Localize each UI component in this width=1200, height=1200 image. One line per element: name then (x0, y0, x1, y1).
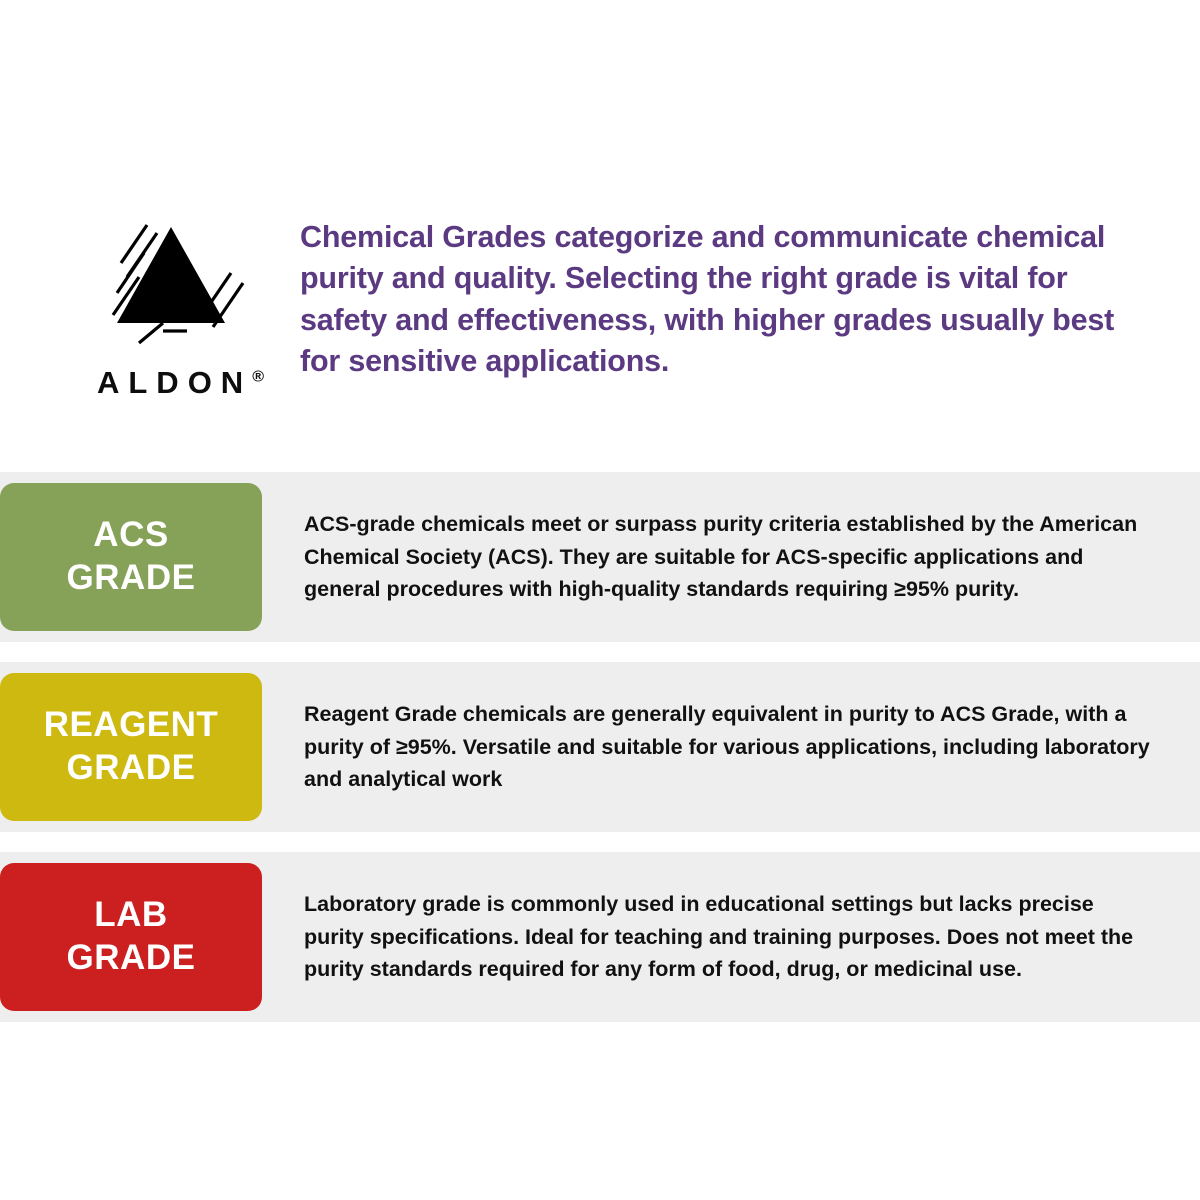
grade-badge-reagent-line2: GRADE (66, 748, 196, 787)
grade-badge-acs-line1: ACS (93, 515, 169, 555)
grade-badge-acs (0, 483, 262, 631)
grade-description-reagent: Reagent Grade chemicals are generally equivalent in purity to ACS Grade, with a purity of ≥95%. Versatile and suitable for various applications, including laboratory and analytical work (304, 701, 1150, 792)
brand-logo (0, 205, 300, 401)
brand-wordmark (91, 365, 264, 401)
grade-description-acs: ACS-grade chemicals meet or surpass purity criteria established by the American Chemical Society (ACS). They are suitable for ACS-specific applications and general procedures with high-quality standards requiring ≥95% purity. (304, 511, 1138, 602)
intro-paragraph: Chemical Grades categorize and communicate chemical purity and quality. Selecting the right grade is vital for safety and effectiveness, with higher grades usually best for sensitive applications. (300, 220, 1115, 379)
grade-badge-reagent (0, 673, 262, 821)
grade-badge-reagent-line1: REAGENT (43, 705, 219, 745)
brand-name: ALDON (96, 365, 253, 400)
grade-row-reagent (0, 662, 1200, 832)
grade-row-lab (0, 852, 1200, 1022)
grade-description-lab: Laboratory grade is commonly used in educational settings but lacks precise purity specifications. Ideal for teaching and training purposes. Does not meet the purity standards required for any form of food, drug, or medicinal use. (304, 891, 1134, 982)
grade-row-acs (0, 472, 1200, 642)
header (0, 205, 1200, 460)
grade-badge-acs-line2: GRADE (66, 558, 196, 597)
triangle-speed-lines-logo-icon (103, 205, 253, 355)
registered-mark: ® (252, 368, 264, 386)
grade-badge-lab-line2: GRADE (66, 938, 196, 977)
grade-badge-lab (0, 863, 262, 1011)
grade-badge-lab-line1: LAB (94, 895, 168, 935)
